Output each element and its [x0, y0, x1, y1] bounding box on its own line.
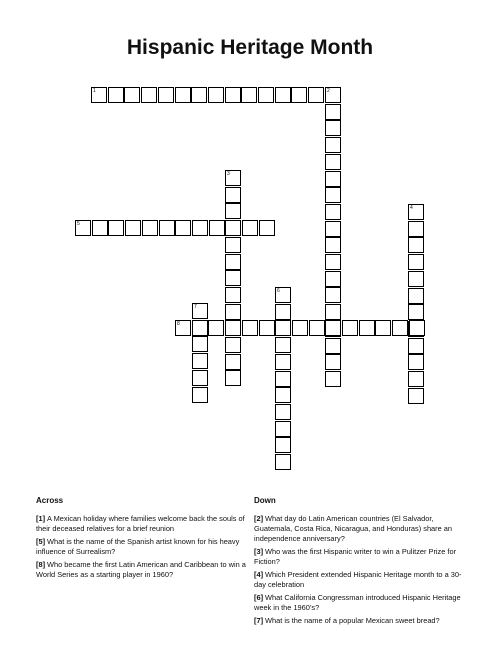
crossword-cell[interactable] — [325, 271, 341, 287]
crossword-cell[interactable] — [91, 87, 107, 103]
crossword-cell[interactable] — [225, 337, 241, 353]
crossword-cell[interactable] — [225, 270, 241, 286]
crossword-cell[interactable] — [308, 87, 324, 103]
crossword-cell[interactable] — [192, 320, 208, 336]
crossword-cell[interactable] — [408, 388, 424, 404]
crossword-cell[interactable] — [192, 370, 208, 386]
crossword-cell[interactable] — [325, 338, 341, 354]
crossword-cell[interactable] — [275, 87, 291, 103]
crossword-cell[interactable] — [325, 171, 341, 187]
clue-text: Who was the first Hispanic writer to win a Pulitzer Prize for Fiction? — [254, 547, 457, 566]
crossword-cell[interactable] — [325, 221, 341, 237]
crossword-cell[interactable] — [241, 87, 257, 103]
crossword-cell[interactable] — [325, 237, 341, 253]
clue-number-label: 1 — [93, 88, 96, 94]
crossword-cell[interactable] — [225, 287, 241, 303]
clue-text: A Mexican holiday where families welcome back the souls of their deceased relatives for a brief reunion — [36, 514, 245, 533]
crossword-cell[interactable] — [225, 237, 241, 253]
clue-number-label: 8 — [177, 321, 180, 327]
crossword-cell[interactable] — [408, 304, 424, 320]
crossword-cell[interactable] — [408, 204, 424, 220]
crossword-cell[interactable] — [192, 336, 208, 352]
clue-down-4 — [254, 570, 466, 590]
crossword-cell[interactable] — [142, 220, 158, 236]
crossword-cell[interactable] — [191, 87, 207, 103]
crossword-cell[interactable] — [225, 203, 241, 219]
crossword-cell[interactable] — [242, 220, 258, 236]
crossword-cell[interactable] — [408, 371, 424, 387]
crossword-cell[interactable] — [275, 287, 291, 303]
crossword-cell[interactable] — [192, 303, 208, 319]
crossword-cell[interactable] — [259, 320, 275, 336]
clue-down-2 — [254, 514, 466, 544]
crossword-cell[interactable] — [309, 320, 325, 336]
crossword-cell[interactable] — [275, 454, 291, 470]
clue-text: Who became the first Latin American and Caribbean to win a World Series as a starting player in 1960? — [36, 560, 246, 579]
crossword-cell[interactable] — [192, 353, 208, 369]
crossword-cell[interactable] — [292, 320, 308, 336]
across-heading: Across — [36, 496, 64, 505]
crossword-cell[interactable] — [225, 354, 241, 370]
crossword-cell[interactable] — [192, 220, 208, 236]
crossword-cell[interactable] — [108, 220, 124, 236]
crossword-cell[interactable] — [159, 220, 175, 236]
crossword-cell[interactable] — [125, 220, 141, 236]
crossword-cell[interactable] — [275, 387, 291, 403]
crossword-cell[interactable] — [325, 354, 341, 370]
crossword-cell[interactable] — [225, 254, 241, 270]
clue-number: [2] — [254, 514, 264, 523]
crossword-cell[interactable] — [92, 220, 108, 236]
crossword-cell[interactable] — [375, 320, 391, 336]
crossword-cell[interactable] — [408, 237, 424, 253]
crossword-cell[interactable] — [258, 87, 274, 103]
clue-number-label: 7 — [194, 304, 197, 310]
crossword-cell[interactable] — [225, 187, 241, 203]
crossword-cell[interactable] — [325, 187, 341, 203]
page-title: Hispanic Heritage Month — [126, 36, 374, 59]
clue-down-7 — [254, 616, 466, 626]
crossword-cell[interactable] — [225, 170, 241, 186]
crossword-cell[interactable] — [141, 87, 157, 103]
clue-number: [3] — [254, 547, 264, 556]
crossword-cell[interactable] — [275, 337, 291, 353]
crossword-cell[interactable] — [275, 437, 291, 453]
clue-text: What is the name of the Spanish artist known for his heavy influence of Surrealism? — [36, 537, 240, 556]
across-clue-list — [36, 514, 248, 583]
crossword-cell[interactable] — [325, 87, 341, 103]
crossword-cell[interactable] — [208, 87, 224, 103]
clue-number: [4] — [254, 570, 264, 579]
clue-across-5 — [36, 537, 248, 557]
clue-number-label: 6 — [277, 288, 280, 294]
crossword-cell[interactable] — [409, 320, 425, 336]
clue-text: What California Congressman introduced Hispanic Heritage week in the 1960’s? — [254, 593, 461, 612]
crossword-cell[interactable] — [108, 87, 124, 103]
crossword-cell[interactable] — [124, 87, 140, 103]
clue-number-label: 4 — [410, 205, 413, 211]
clue-number: [6] — [254, 593, 264, 602]
crossword-cell[interactable] — [208, 320, 224, 336]
crossword-cell[interactable] — [275, 404, 291, 420]
crossword-cell[interactable] — [158, 87, 174, 103]
crossword-cell[interactable] — [225, 304, 241, 320]
clue-text: What is the name of a popular Mexican sweet bread? — [265, 616, 440, 625]
crossword-cell[interactable] — [175, 220, 191, 236]
crossword-cell[interactable] — [275, 421, 291, 437]
clue-number: [5] — [36, 537, 46, 546]
crossword-cell[interactable] — [408, 221, 424, 237]
clue-text: What day do Latin American countries (El Salvador, Guatemala, Costa Rica, Nicaragua, and Honduras) share an independence anniversary? — [254, 514, 453, 543]
clue-down-3 — [254, 547, 466, 567]
crossword-cell[interactable] — [291, 87, 307, 103]
crossword-cell[interactable] — [408, 338, 424, 354]
clue-number: [1] — [36, 514, 46, 523]
clue-number-label: 5 — [77, 221, 80, 227]
crossword-cell[interactable] — [325, 320, 341, 336]
crossword-cell[interactable] — [325, 254, 341, 270]
crossword-cell[interactable] — [408, 254, 424, 270]
crossword-cell[interactable] — [359, 320, 375, 336]
crossword-cell[interactable] — [325, 137, 341, 153]
crossword-cell[interactable] — [392, 320, 408, 336]
crossword-cell[interactable] — [325, 204, 341, 220]
clue-number: [7] — [254, 616, 264, 625]
crossword-cell[interactable] — [259, 220, 275, 236]
crossword-cell[interactable] — [175, 320, 191, 336]
down-clue-list — [254, 514, 466, 629]
clue-number: [8] — [36, 560, 46, 569]
clue-down-6 — [254, 593, 466, 613]
crossword-cell[interactable] — [242, 320, 258, 336]
crossword-cell[interactable] — [325, 371, 341, 387]
crossword-cell[interactable] — [275, 354, 291, 370]
down-heading: Down — [254, 496, 276, 505]
crossword-cell[interactable] — [225, 87, 241, 103]
crossword-cell[interactable] — [408, 354, 424, 370]
crossword-cell[interactable] — [75, 220, 91, 236]
clue-number-label: 2 — [327, 88, 330, 94]
crossword-cell[interactable] — [325, 287, 341, 303]
crossword-cell[interactable] — [225, 320, 241, 336]
clue-across-1 — [36, 514, 248, 534]
crossword-cell[interactable] — [325, 154, 341, 170]
crossword-cell[interactable] — [175, 87, 191, 103]
clue-across-8 — [36, 560, 248, 580]
crossword-cell[interactable] — [225, 370, 241, 386]
crossword-cell[interactable] — [225, 220, 241, 236]
crossword-cell[interactable] — [325, 120, 341, 136]
crossword-cell[interactable] — [275, 304, 291, 320]
crossword-cell[interactable] — [408, 271, 424, 287]
crossword-cell[interactable] — [209, 220, 225, 236]
clue-number-label: 3 — [227, 171, 230, 177]
crossword-cell[interactable] — [275, 371, 291, 387]
crossword-cell[interactable] — [192, 387, 208, 403]
crossword-cell[interactable] — [325, 104, 341, 120]
crossword-cell[interactable] — [325, 304, 341, 320]
crossword-cell[interactable] — [408, 288, 424, 304]
crossword-cell[interactable] — [275, 320, 291, 336]
crossword-cell[interactable] — [342, 320, 358, 336]
clue-text: Which President extended Hispanic Heritage month to a 30-day celebration — [254, 570, 462, 589]
